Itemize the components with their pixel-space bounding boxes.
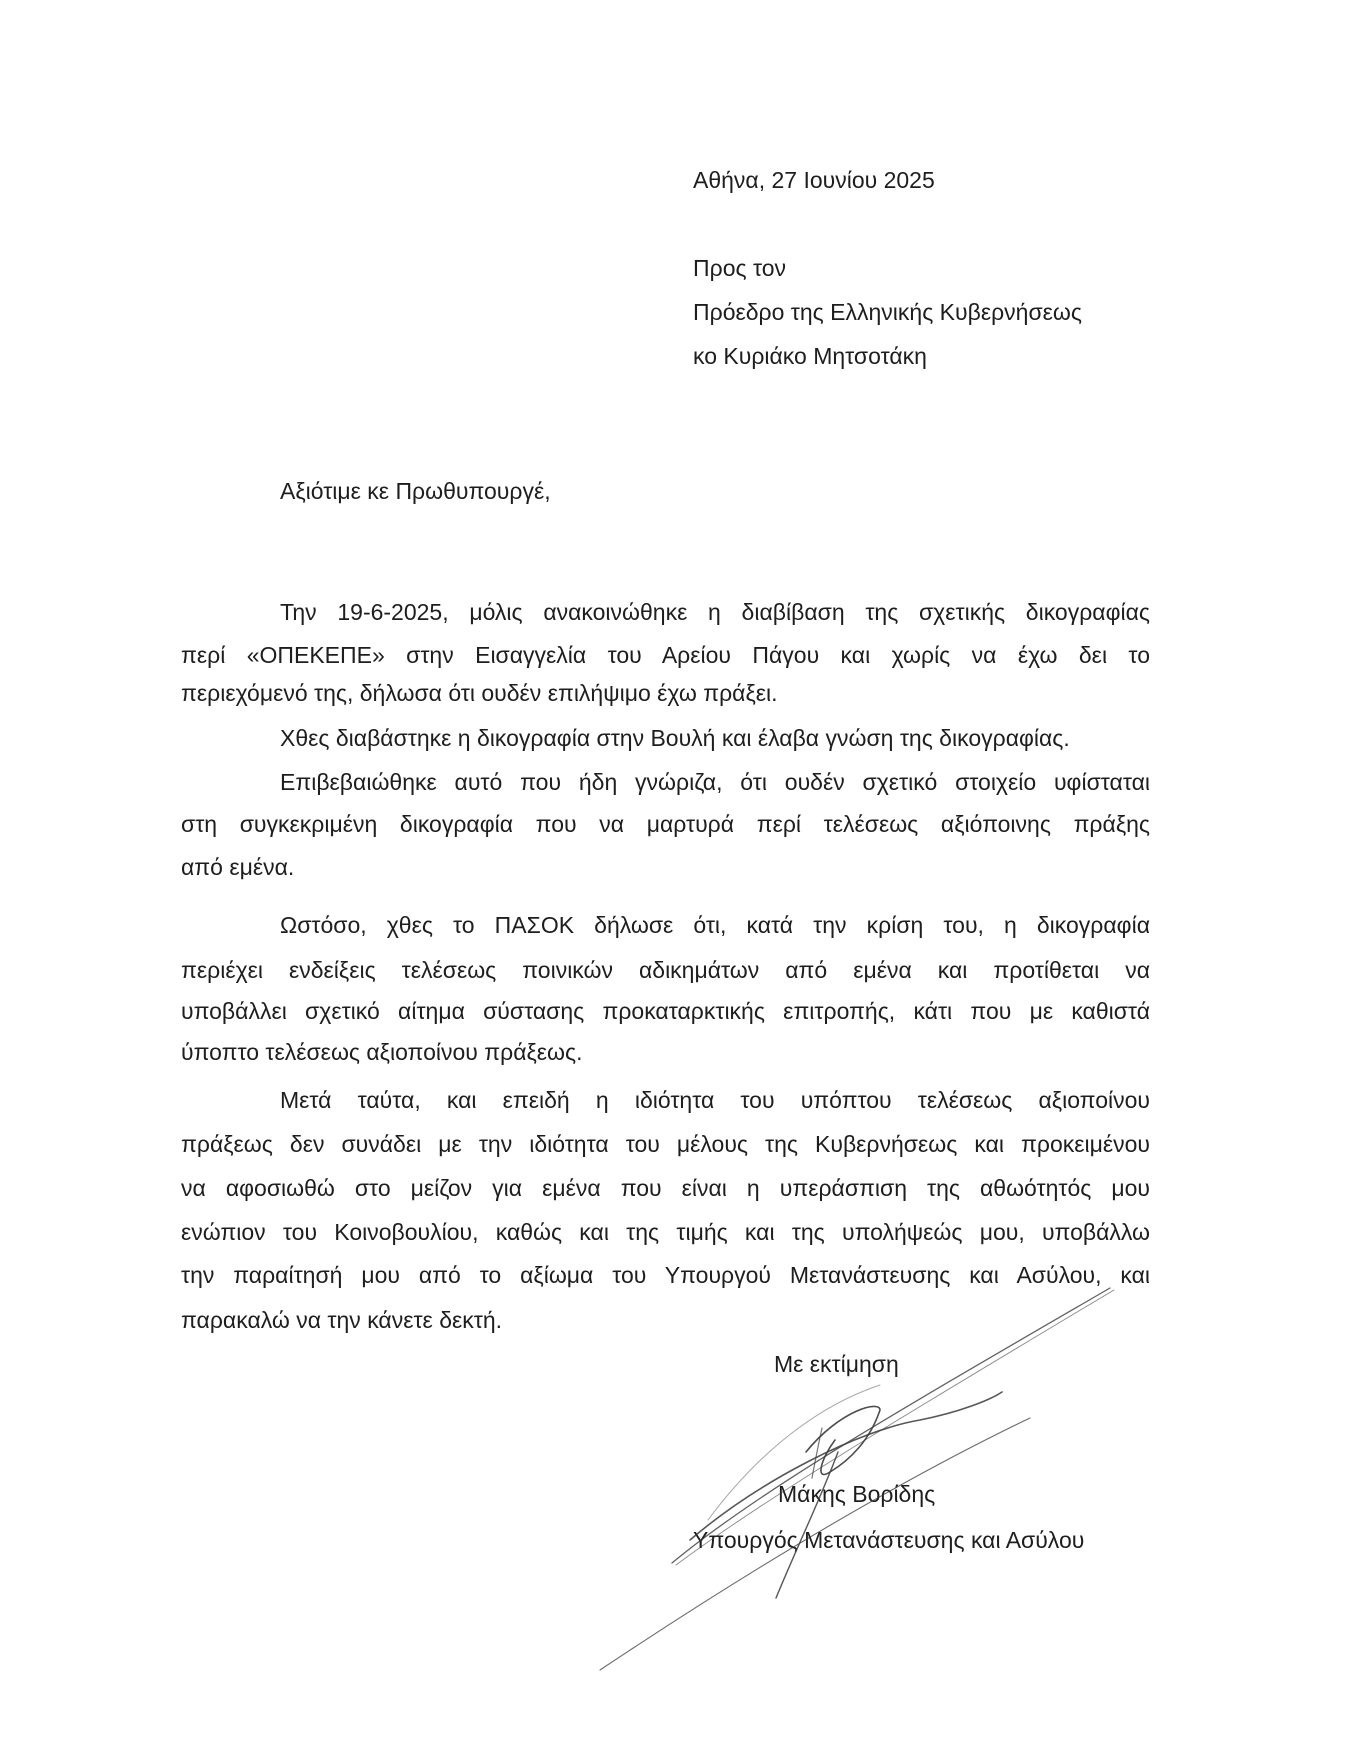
- paragraph-5-line-2: πράξεως δεν συνάδει με την ιδιότητα του μέλους της Κυβερνήσεως και προκειμένου: [181, 1131, 1150, 1157]
- paragraph-4-line-4: ύποπτο τελέσεως αξιοποίνου πράξεως.: [181, 1039, 583, 1065]
- paragraph-4-line-3: υποβάλλει σχετικό αίτημα σύστασης προκαταρκτικής επιτροπής, κάτι που με καθιστά: [181, 998, 1150, 1024]
- signature-stroke: [690, 1392, 1002, 1540]
- paragraph-5-line-5: την παραίτησή μου από το αξίωμα του Υπουργού Μετανάστευσης και Ασύλου, και: [181, 1262, 1150, 1288]
- recipient-line-2: Πρόεδρο της Ελληνικής Κυβερνήσεως: [693, 299, 1082, 325]
- paragraph-1-line-2: περί «ΟΠΕΚΕΠΕ» στην Εισαγγελία του Αρείου Πάγου και χωρίς να έχω δει το: [181, 642, 1150, 668]
- signature-stroke: [806, 1406, 880, 1474]
- paragraph-3-line-1: Επιβεβαιώθηκε αυτό που ήδη γνώριζα, ότι ουδέν σχετικό στοιχείο υφίσταται: [280, 769, 1150, 795]
- paragraph-1-line-3: περιεχόμενό της, δήλωσα ότι ουδέν επιλήψιμο έχω πράξει.: [181, 680, 778, 706]
- signature-stroke: [812, 1428, 822, 1478]
- paragraph-3-line-2: στη συγκεκριμένη δικογραφία που να μαρτυρά περί τελέσεως αξιόποινης πράξης: [181, 811, 1150, 837]
- paragraph-5-line-1: Μετά ταύτα, και επειδή η ιδιότητα του υπόπτου τελέσεως αξιοποίνου: [280, 1087, 1150, 1113]
- letter-date: Αθήνα, 27 Ιουνίου 2025: [693, 167, 935, 193]
- paragraph-5-line-6: παρακαλώ να την κάνετε δεκτή.: [181, 1307, 503, 1333]
- recipient-line-1: Προς τον: [693, 255, 787, 281]
- signature-stroke: [676, 1290, 1114, 1565]
- signature-stroke: [672, 1288, 1110, 1563]
- paragraph-5-line-4: ενώπιον του Κοινοβουλίου, καθώς και της τιμής και της υπολήψεώς μου, υποβάλλω: [181, 1219, 1150, 1245]
- paragraph-3-line-3: από εμένα.: [181, 854, 295, 880]
- signature-stroke: [776, 1452, 838, 1598]
- closing: Με εκτίμηση: [774, 1351, 899, 1377]
- paragraph-1-line-1: Την 19-6-2025, μόλις ανακοινώθηκε η διαβίβαση της σχετικής δικογραφίας: [280, 599, 1150, 625]
- salutation: Αξιότιμε κε Πρωθυπουργέ,: [280, 478, 551, 504]
- paragraph-4-line-2: περιέχει ενδείξεις τελέσεως ποινικών αδικημάτων από εμένα και προτίθεται να: [181, 957, 1150, 983]
- recipient-line-3: κο Κυριάκο Μητσοτάκη: [693, 343, 927, 369]
- paragraph-4-line-1: Ωστόσο, χθες το ΠΑΣΟΚ δήλωσε ότι, κατά την κρίση του, η δικογραφία: [280, 912, 1150, 938]
- signatory-name: Μάκης Βορίδης: [778, 1481, 936, 1507]
- paragraph-5-line-3: να αφοσιωθώ στο μείζον για εμένα που είναι η υπεράσπιση της αθωότητός μου: [181, 1175, 1150, 1201]
- paragraph-2-line-1: Χθες διαβάστηκε η δικογραφία στην Βουλή και έλαβα γνώση της δικογραφίας.: [280, 725, 1070, 751]
- signatory-title: Υπουργός Μετανάστευσης και Ασύλου: [693, 1527, 1085, 1553]
